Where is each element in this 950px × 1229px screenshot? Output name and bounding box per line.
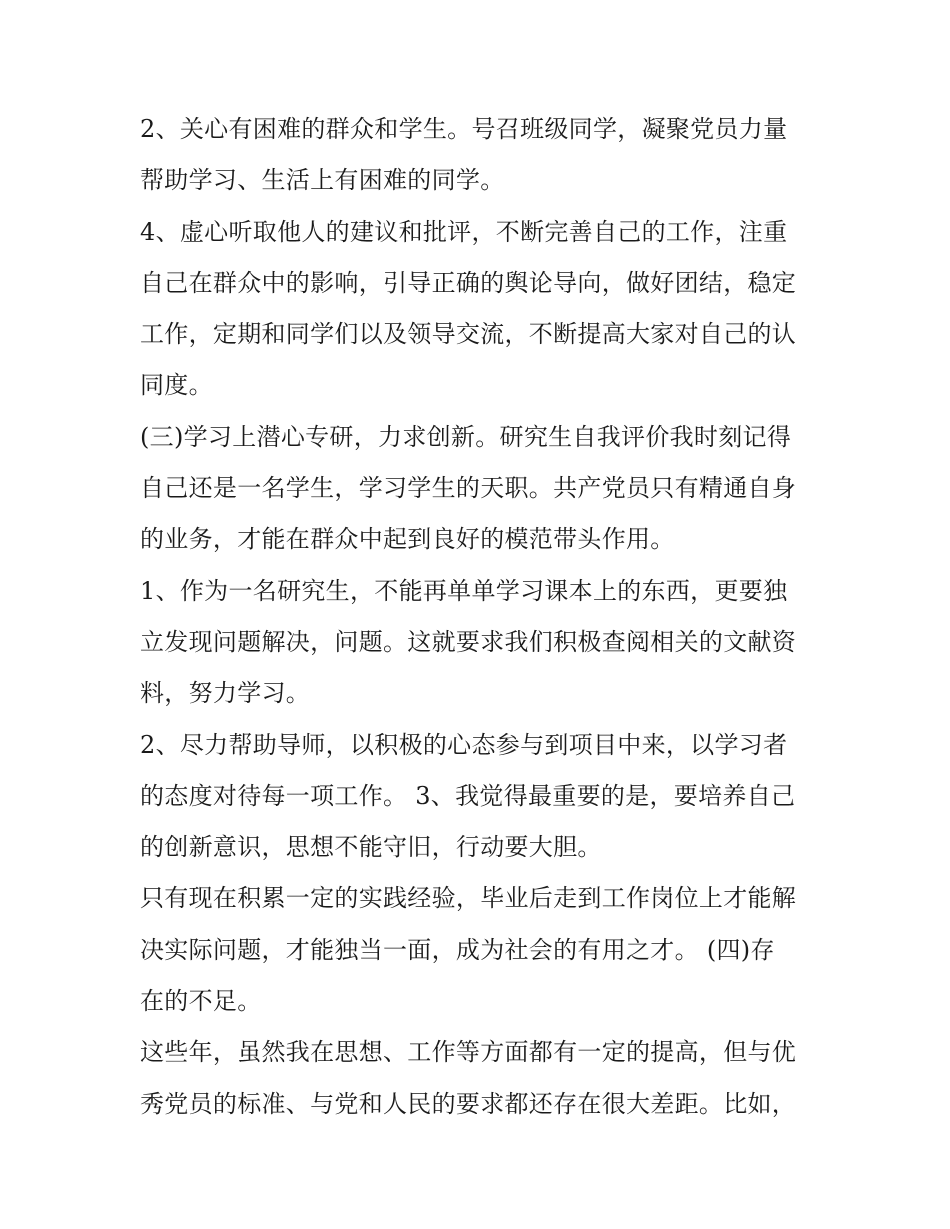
text-line-2: 帮助学习、生活上有困难的同学。 <box>140 166 505 195</box>
text-line-17: 决实际问题，才能独当一面，成为社会的有用之才。 (四)存 <box>140 935 775 964</box>
text-line-3: 4、虚心听取他人的建议和批评，不断完善自己的工作，注重 <box>140 217 788 246</box>
text-line-1: 2、关心有困难的群众和学生。号召班级同学，凝聚党员力量 <box>140 115 788 143</box>
text-line-11: 立发现问题解决，问题。这就要求我们积极查阅相关的文献资 <box>140 627 797 656</box>
text-line-4: 自己在群众中的影响，引导正确的舆论导向，做好团结，稳定 <box>140 268 797 297</box>
text-line-13: 2、尽力帮助导师，以积极的心态参与到项目中来，以学习者 <box>140 730 788 759</box>
text-line-8: 自己还是一名学生，学习学生的天职。共产党员只有精通自身 <box>140 474 797 503</box>
text-line-5: 工作，定期和同学们以及领导交流，不断提高大家对自己的认 <box>140 320 797 349</box>
text-line-10: 1、作为一名研究生，不能再单单学习课本上的东西，更要独 <box>140 576 788 605</box>
document-body <box>140 104 820 1130</box>
text-line-19: 这些年，虽然我在思想、工作等方面都有一定的提高，但与优 <box>140 1038 797 1067</box>
text-line-14: 的态度对待每一项工作。 3、我觉得最重要的是，要培养自己 <box>140 781 796 810</box>
text-line-9: 的业务，才能在群众中起到良好的模范带头作用。 <box>140 525 675 554</box>
text-line-20: 秀党员的标准、与党和人民的要求都还存在很大差距。比如， <box>140 1089 797 1118</box>
text-line-7: (三)学习上潜心专研，力求创新。研究生自我评价我时刻记得 <box>140 422 792 451</box>
text-line-6: 同度。 <box>140 371 213 400</box>
text-line-18: 在的不足。 <box>140 987 262 1016</box>
text-line-15: 的创新意识，思想不能守旧，行动要大胆。 <box>140 833 602 862</box>
text-line-16: 只有现在积累一定的实践经验，毕业后走到工作岗位上才能解 <box>140 884 797 913</box>
text-line-12: 料，努力学习。 <box>140 679 311 708</box>
